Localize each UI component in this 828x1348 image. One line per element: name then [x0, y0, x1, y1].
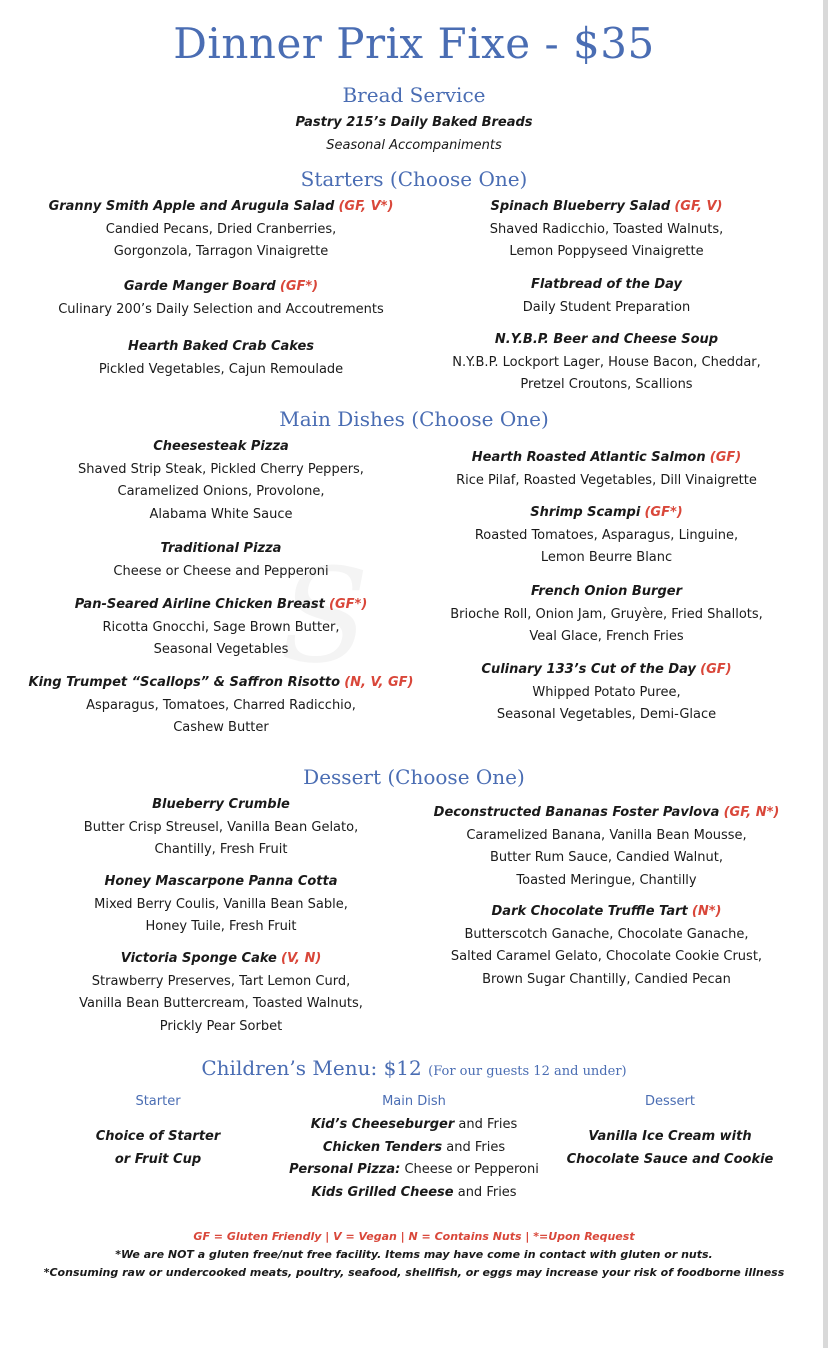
legend-key: GF = Gluten Friendly | V = Vegan | N = Contains Nuts | *=Upon Request: [193, 1230, 635, 1243]
item-desc: Ricotta Gnocchi, Sage Brown Butter,: [102, 619, 340, 635]
item-name: Victoria Sponge Cake: [120, 951, 277, 966]
diet-tag: (N, V, GF): [344, 675, 414, 690]
legend-note-1: *We are NOT a gluten free/nut free facility. Items may have come in contact with gluten or nuts.: [115, 1248, 713, 1261]
menu-item: [20, 196, 422, 264]
item-name: Culinary 133’s Cut of the Day: [481, 662, 696, 677]
item-desc: Toasted Meringue, Chantilly: [516, 872, 697, 888]
item-desc: Asparagus, Tomatoes, Charred Radicchio,: [86, 697, 356, 713]
item-desc: Gorgonzola, Tarragon Vinaigrette: [113, 244, 329, 259]
dessert-heading: Dessert (Choose One): [303, 765, 525, 789]
item-desc: Brown Sugar Chantilly, Candied Pecan: [482, 971, 731, 987]
mains-heading: Main Dishes (Choose One): [279, 407, 549, 431]
kids-dessert-line: Chocolate Sauce and Cookie: [566, 1151, 774, 1167]
kids-main-suffix: Cheese or Pepperoni: [400, 1162, 539, 1177]
kids-main-item: Kid’s Cheeseburger: [310, 1117, 455, 1132]
item-desc: Cashew Butter: [173, 720, 269, 735]
kids-heading: Children’s Menu: $12: [201, 1056, 422, 1080]
menu-item: [20, 594, 422, 662]
diet-tag: (GF): [700, 662, 732, 677]
item-name: Traditional Pizza: [160, 541, 282, 556]
item-name: Deconstructed Bananas Foster Pavlova: [433, 805, 720, 820]
item-desc: Pickled Vegetables, Cajun Remoulade: [98, 361, 344, 377]
item-desc: Culinary 200’s Daily Selection and Accoutrements: [58, 301, 384, 317]
starters-heading: Starters (Choose One): [300, 167, 528, 191]
item-name: Blueberry Crumble: [152, 797, 290, 812]
item-desc: Butterscotch Ganache, Chocolate Ganache,: [464, 926, 749, 942]
menu-item: [430, 196, 783, 264]
item-desc: Brioche Roll, Onion Jam, Gruyère, Fried Shallots,: [450, 606, 763, 622]
item-name: Hearth Roasted Atlantic Salmon: [471, 450, 706, 465]
menu-title: Dinner Prix Fixe - $35: [173, 19, 655, 68]
diet-tag: (GF, V): [674, 199, 723, 214]
item-name: Spinach Blueberry Salad: [490, 199, 671, 214]
menu-item: [430, 581, 783, 649]
item-name: King Trumpet “Scallops” & Saffron Risotto: [28, 675, 341, 690]
diet-tag: (GF, N*): [723, 805, 780, 820]
kids-starter: [60, 1126, 256, 1171]
kids-main-suffix: and Fries: [454, 1117, 518, 1132]
item-desc: Alabama White Sauce: [149, 506, 293, 522]
diet-tag: (GF*): [644, 505, 683, 520]
item-desc: Honey Tuile, Fresh Fruit: [145, 919, 297, 934]
menu-item: [20, 794, 422, 862]
bread-heading: Bread Service: [342, 83, 486, 107]
item-name: Dark Chocolate Truffle Tart: [491, 904, 688, 919]
kids-main-suffix: and Fries: [453, 1184, 517, 1200]
kids-starter-line: Choice of Starter: [95, 1129, 221, 1144]
item-desc: Vanilla Bean Buttercream, Toasted Walnuts,: [79, 996, 363, 1011]
bread-line-2: Seasonal Accompaniments: [326, 138, 502, 153]
menu-item: [20, 948, 422, 1038]
item-name: N.Y.B.P. Beer and Cheese Soup: [494, 332, 719, 347]
menu-item: [20, 672, 422, 740]
item-desc: Lemon Poppyseed Vinaigrette: [509, 244, 704, 259]
kids-starter-line: or Fruit Cup: [114, 1151, 202, 1167]
menu-item: [20, 276, 422, 321]
kids-heading-row: [0, 1054, 828, 1086]
item-desc: Shaved Strip Steak, Pickled Cherry Peppers,: [78, 461, 364, 477]
bread-line-1: Pastry 215’s Daily Baked Breads: [295, 115, 533, 130]
item-desc: Strawberry Preserves, Tart Lemon Curd,: [91, 973, 351, 989]
item-desc: Shaved Radicchio, Toasted Walnuts,: [489, 221, 724, 237]
item-name: Garde Manger Board: [123, 279, 276, 294]
menu-item: [20, 436, 422, 526]
menu-item: [20, 336, 422, 381]
item-desc: Mixed Berry Coulis, Vanilla Bean Sable,: [94, 896, 348, 912]
kids-main-item: Chicken Tenders: [322, 1139, 443, 1155]
kids-dessert-head: Dessert: [645, 1094, 695, 1109]
diet-tag: (GF): [709, 450, 742, 465]
item-desc: Whipped Potato Puree,: [532, 684, 681, 700]
item-desc: Seasonal Vegetables: [153, 642, 289, 657]
item-name: Hearth Baked Crab Cakes: [128, 339, 314, 354]
legend-note-2: *Consuming raw or undercooked meats, poultry, seafood, shellfish, or eggs may increase your risk of foodborne illness: [43, 1266, 785, 1279]
kids-starter-head: Starter: [135, 1094, 181, 1109]
item-desc: Cheese or Cheese and Pepperoni: [113, 563, 329, 579]
diet-tag: (V, N): [281, 951, 322, 966]
kids-dessert: [560, 1126, 780, 1171]
item-desc: N.Y.B.P. Lockport Lager, House Bacon, Cheddar,: [452, 354, 761, 370]
item-desc: Veal Glace, French Fries: [529, 629, 684, 644]
kids-main-suffix: and Fries: [442, 1139, 506, 1155]
kids-main-item: Kids Grilled Cheese: [311, 1184, 454, 1200]
diet-tag: (GF*): [329, 597, 368, 612]
menu-item: [20, 538, 422, 583]
menu-item: [430, 329, 783, 397]
kids-main-head: Main Dish: [382, 1094, 446, 1109]
diet-tag: (GF*): [279, 279, 319, 294]
item-desc: Daily Student Preparation: [522, 299, 691, 315]
item-name: Flatbread of the Day: [530, 277, 683, 292]
item-name: Pan-Seared Airline Chicken Breast: [74, 597, 325, 612]
menu-item: [430, 447, 783, 492]
item-desc: Salted Caramel Gelato, Chocolate Cookie Crust,: [450, 949, 763, 964]
item-desc: Rice Pilaf, Roasted Vegetables, Dill Vinaigrette: [456, 472, 757, 488]
item-desc: Roasted Tomatoes, Asparagus, Linguine,: [474, 527, 739, 543]
kids-subheading: (For our guests 12 and under): [428, 1064, 627, 1079]
kids-main: [270, 1114, 558, 1204]
page-edge: [823, 0, 828, 1348]
item-desc: Chantilly, Fresh Fruit: [154, 842, 288, 857]
item-name: Cheesesteak Pizza: [153, 439, 289, 454]
item-name: Granny Smith Apple and Arugula Salad: [48, 199, 335, 214]
item-desc: Seasonal Vegetables, Demi-Glace: [496, 707, 717, 722]
item-name: Honey Mascarpone Panna Cotta: [104, 874, 338, 889]
item-desc: Pretzel Croutons, Scallions: [520, 377, 693, 392]
menu-item: [430, 901, 783, 991]
menu-item: [430, 502, 783, 570]
menu-item: [430, 659, 783, 727]
item-desc: Butter Crisp Streusel, Vanilla Bean Gelato,: [83, 819, 359, 835]
item-name: French Onion Burger: [530, 584, 682, 599]
menu-item: [430, 274, 783, 319]
menu-item: [20, 871, 422, 939]
item-desc: Caramelized Onions, Provolone,: [117, 484, 325, 499]
kids-main-item: Personal Pizza:: [289, 1162, 401, 1177]
item-desc: Butter Rum Sauce, Candied Walnut,: [489, 850, 724, 865]
item-desc: Prickly Pear Sorbet: [159, 1018, 283, 1034]
item-desc: Candied Pecans, Dried Cranberries,: [105, 221, 337, 237]
item-desc: Caramelized Banana, Vanilla Bean Mousse,: [466, 827, 747, 843]
diet-tag: (GF, V*): [338, 199, 394, 214]
diet-tag: (N*): [691, 904, 722, 919]
item-desc: Lemon Beurre Blanc: [540, 550, 673, 565]
menu-item: [430, 802, 783, 892]
kids-dessert-line: Vanilla Ice Cream with: [588, 1129, 752, 1144]
item-name: Shrimp Scampi: [530, 505, 641, 520]
